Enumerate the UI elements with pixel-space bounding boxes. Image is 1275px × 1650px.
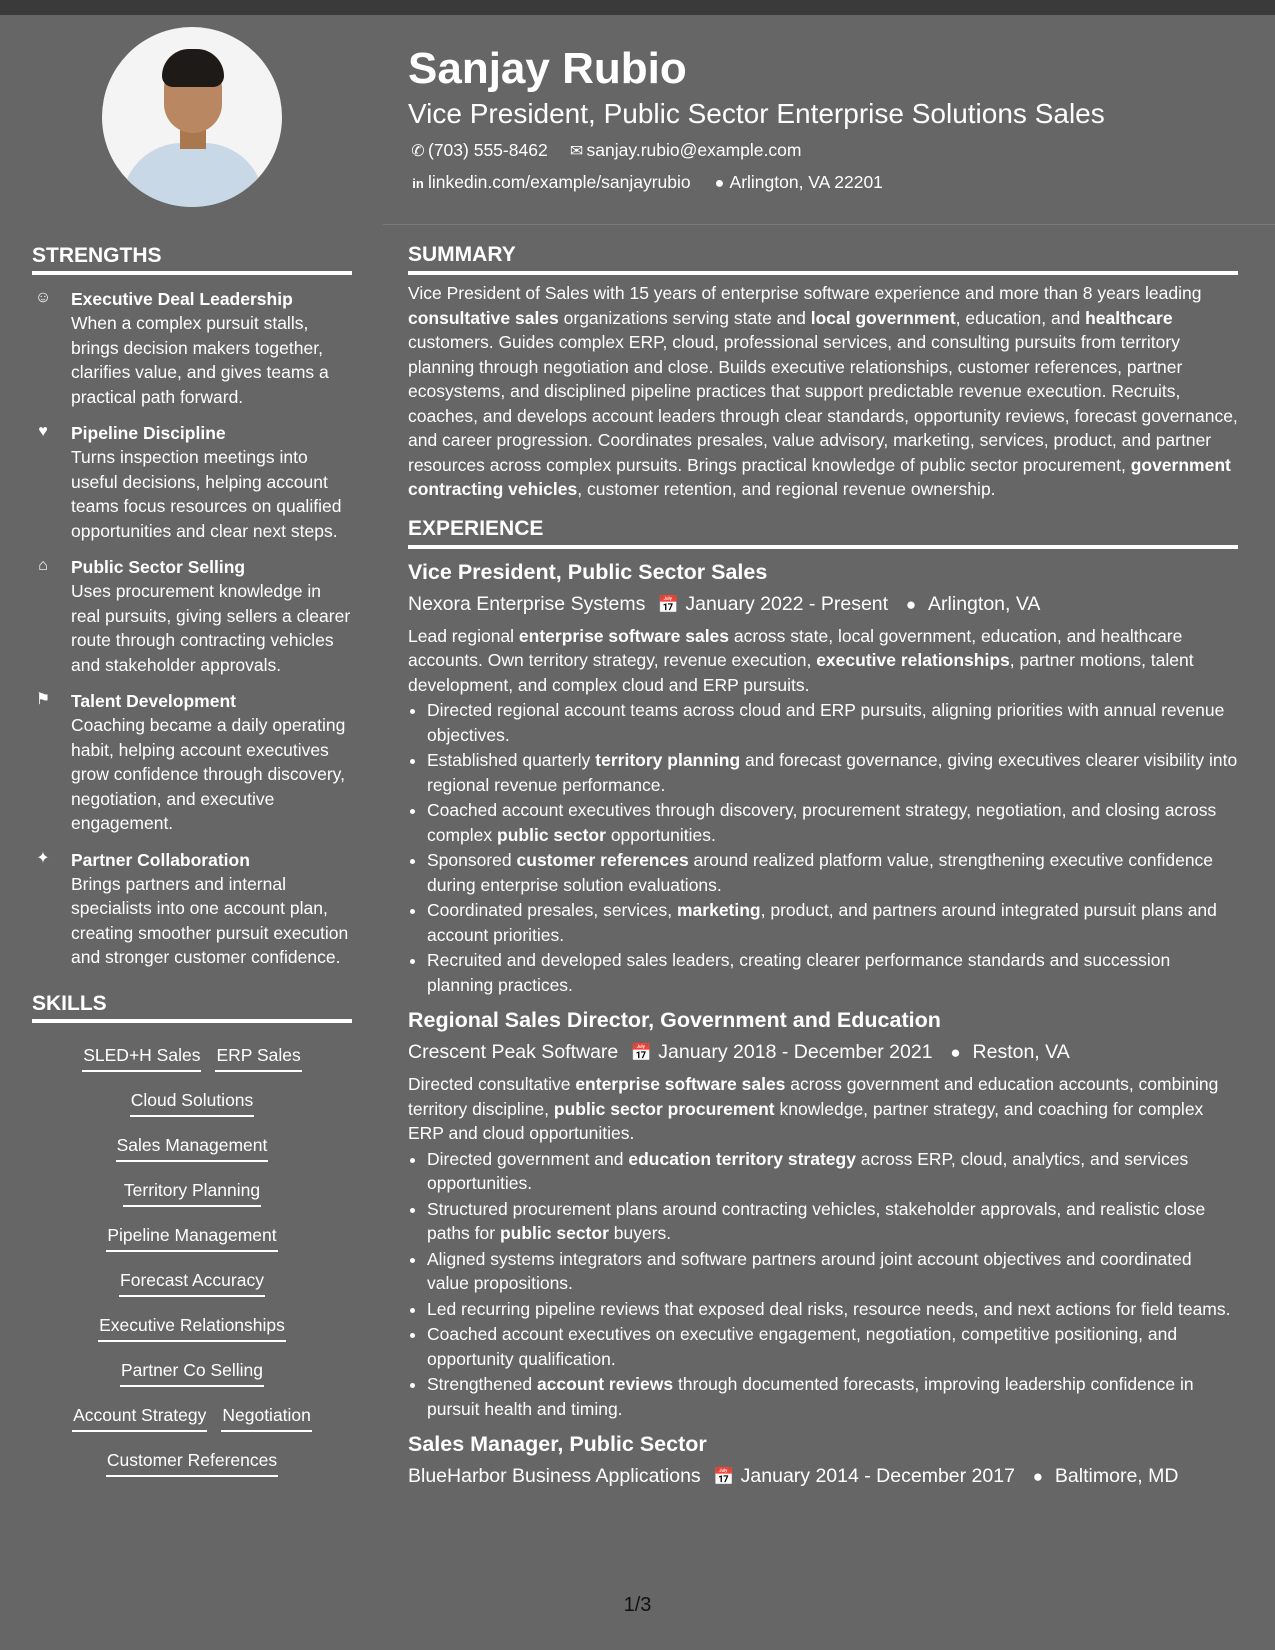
bold-phrase: public sector procurement [553, 1098, 775, 1119]
contact-info [408, 138, 1238, 202]
text-run: Established quarterly [427, 750, 596, 770]
bold-phrase: account reviews [536, 1374, 674, 1394]
bold-phrase: marketing [676, 900, 761, 920]
skill-row [32, 1403, 352, 1448]
text-run: Recruited and developed sales leaders, creating clearer performance standards and succession planning practices. [427, 950, 1171, 995]
job-meta [408, 589, 1238, 620]
strength-item [32, 421, 352, 543]
main-content [408, 242, 1238, 1492]
text-run: across state, local government, education, and healthcare accounts. Own territory strategy, revenue execution, [408, 625, 1183, 670]
email[interactable] [567, 138, 802, 164]
skill-row [32, 1358, 352, 1403]
experience-list [408, 557, 1238, 1493]
job-entry [408, 1429, 1238, 1492]
text-run: organizations serving state and [558, 307, 811, 328]
strength-item [32, 555, 352, 677]
map-pin-icon: ● [950, 1043, 961, 1062]
skill-row [32, 1448, 352, 1493]
skill-tag: Pipeline Management [106, 1223, 277, 1252]
bullet-item [427, 1372, 1238, 1421]
skill-row [32, 1223, 352, 1268]
calendar-icon: 📅 [713, 1467, 735, 1486]
map-pin-icon: ● [1032, 1467, 1044, 1486]
skill-row [32, 1043, 352, 1088]
strength-item [32, 848, 352, 970]
bold-phrase: healthcare [1085, 307, 1173, 328]
text-run: across ERP, cloud, analytics, and services opportunities. [427, 1148, 1189, 1193]
company-name: Nexora Enterprise Systems [408, 592, 646, 615]
bullet-item [427, 1322, 1238, 1371]
text-run: Lead regional [408, 625, 519, 646]
text-run: around realized platform value, strengthening executive confidence during enterprise solution evaluations. [427, 850, 1214, 895]
text-run: Coached account executives through discovery, procurement strategy, negotiation, and closing across complex [427, 800, 1217, 845]
bullet-item [427, 898, 1238, 947]
linkedin[interactable] [408, 170, 691, 196]
text-run: opportunities. [605, 824, 716, 845]
bullet-item [427, 948, 1238, 997]
bold-phrase: education territory strategy [628, 1148, 856, 1169]
strength-desc: Coaching became a daily operating habit, helping account executives grow confidence through discovery, negotiation, and executive engagement. [71, 715, 346, 833]
job-location: Baltimore, MD [1054, 1465, 1179, 1487]
bold-phrase: public sector [497, 824, 606, 845]
bullet-item [427, 748, 1238, 797]
company-name: BlueHarbor Business Applications [408, 1465, 701, 1487]
strengths-list [32, 287, 352, 970]
job-dates: January 2014 - December 2017 [740, 1465, 1015, 1487]
calendar-icon: 📅 [657, 594, 679, 614]
text-run: customers. Guides complex ERP, cloud, professional services, and consulting pursuits from territory planning through negotiation and close. Builds executive relationships, customer references, partner ecosystems, and disciplined pipeline practices that support predictable revenue execution. Recruits, coaches, and develops account leaders through clear standards, opportunity reviews, forecast governance, and career progression. Coordinates presales, value advisory, marketing, services, product, and partner resources across complex pursuits. Brings practical knowledge of public sector procurement, [408, 332, 1238, 475]
graduation-cap-icon: ⚑ [35, 691, 51, 708]
text-run: Directed government and [427, 1148, 629, 1169]
text-run: across government and education accounts, combining territory discipline, [408, 1074, 1219, 1119]
strength-title: Pipeline Discipline [71, 423, 226, 443]
skill-tag: Sales Management [116, 1133, 269, 1162]
skill-tag: SLED+H Sales [82, 1043, 201, 1072]
skill-tag: ERP Sales [215, 1043, 301, 1072]
heart-icon: ♥ [38, 423, 48, 440]
calendar-icon: 📅 [630, 1043, 652, 1062]
strength-item [32, 287, 352, 409]
bullet-item [427, 1297, 1238, 1322]
job-meta [408, 1037, 1238, 1068]
handshake-icon: ✦ [36, 849, 50, 867]
skills-list [32, 1043, 352, 1493]
job-location: Arlington, VA [928, 592, 1041, 615]
experience-heading: EXPERIENCE [408, 516, 1238, 549]
header-divider [383, 224, 1275, 225]
text-run: Strengthened [427, 1374, 537, 1394]
bold-phrase: local government [810, 307, 956, 328]
sidebar [32, 27, 352, 1493]
strengths-heading: STRENGTHS [32, 244, 352, 275]
text-run: Directed regional account teams across cloud and ERP pursuits, aligning priorities with annual revenue objectives. [427, 700, 1225, 745]
text-run: , customer retention, and regional revenue ownership. [577, 479, 996, 499]
top-bar [0, 0, 1275, 15]
text-run: knowledge, partner strategy, and coaching for complex ERP and cloud opportunities. [408, 1098, 1204, 1143]
bold-phrase: enterprise software sales [575, 1074, 786, 1094]
skill-row [32, 1268, 352, 1313]
resume-header [408, 42, 1238, 202]
job-dates: January 2022 - Present [685, 592, 889, 615]
email-text[interactable]: sanjay.rubio@example.com [586, 140, 802, 160]
text-run: buyers. [608, 1223, 672, 1243]
location-text: Arlington, VA 22201 [729, 172, 883, 192]
strength-item [32, 689, 352, 836]
job-entry [408, 557, 1238, 998]
summary-heading: SUMMARY [408, 242, 1238, 275]
skill-row [32, 1178, 352, 1223]
text-run: and forecast governance, giving executives clearer visibility into regional revenue performance. [427, 750, 1238, 795]
phone-text: (703) 555-8462 [428, 140, 548, 160]
skill-row [32, 1088, 352, 1133]
bullet-item [427, 1197, 1238, 1246]
text-run: Structured procurement plans around contracting vehicles, stakeholder approvals, and realistic close paths for [427, 1198, 1206, 1243]
skill-row [32, 1133, 352, 1178]
linkedin-text[interactable]: linkedin.com/example/sanjayrubio [428, 172, 691, 192]
phone-icon: ✆ [411, 143, 425, 160]
strength-desc: Brings partners and internal specialists into one account plan, creating smoother pursuit execution and stronger customer confidence. [71, 873, 349, 967]
bullet-item [427, 798, 1238, 847]
landmark-icon: ⌂ [38, 557, 48, 574]
bullet-item [427, 1147, 1238, 1196]
text-run: , product, and partners around integrated pursuit plans and account priorities. [427, 900, 1217, 945]
job-dates: January 2018 - December 2021 [658, 1041, 933, 1063]
summary-text [408, 281, 1238, 502]
map-pin-icon: ● [714, 175, 725, 192]
text-run: , partner motions, talent development, and complex cloud and ERP pursuits. [408, 650, 1194, 695]
person-name: Sanjay Rubio [408, 44, 687, 93]
skill-tag: Customer References [106, 1448, 278, 1477]
text-run: , education, and [955, 307, 1086, 328]
skill-tag: Negotiation [221, 1403, 312, 1432]
bold-phrase: public sector [499, 1223, 609, 1243]
text-run: through documented forecasts, improving leadership confidence in pursuit health and timing. [427, 1374, 1194, 1419]
skill-row [32, 1313, 352, 1358]
job-title: Vice President, Public Sector Sales [408, 559, 768, 584]
text-run: Directed consultative [408, 1074, 576, 1094]
job-bullets [408, 1147, 1238, 1422]
job-location: Reston, VA [972, 1041, 1070, 1063]
bold-phrase: enterprise software sales [518, 625, 730, 646]
map-pin-icon: ● [905, 594, 917, 614]
bold-phrase: government contracting vehicles [408, 454, 1231, 499]
text-run: Vice President of Sales with 15 years of enterprise software experience and more than 8 years leading [408, 283, 1202, 303]
text-run: Aligned systems integrators and software partners around joint account objectives and coordinated value propositions. [427, 1248, 1192, 1293]
location [710, 170, 883, 196]
job-description [408, 624, 1238, 698]
text-run: Sponsored [427, 850, 517, 870]
bold-phrase: executive relationships [816, 650, 1010, 670]
bold-phrase: territory planning [595, 750, 741, 770]
company-name: Crescent Peak Software [408, 1041, 619, 1063]
bold-phrase: consultative sales [408, 307, 559, 328]
text-run: Coordinated presales, services, [427, 900, 677, 920]
job-title: Regional Sales Director, Government and Education [408, 1008, 941, 1032]
person-title: Vice President, Public Sector Enterprise Solutions Sales [408, 98, 1105, 129]
skills-heading: SKILLS [32, 992, 352, 1023]
page-number: 1/3 [623, 1594, 652, 1616]
job-bullets [408, 698, 1238, 997]
skill-tag: Cloud Solutions [130, 1088, 255, 1117]
skill-tag: Territory Planning [123, 1178, 261, 1207]
skill-tag: Partner Co Selling [120, 1358, 264, 1387]
job-meta [408, 1461, 1238, 1492]
strength-title: Talent Development [71, 691, 236, 711]
bullet-item [427, 848, 1238, 897]
job-title: Sales Manager, Public Sector [408, 1432, 707, 1456]
users-icon: ☺ [34, 289, 52, 306]
profile-photo [102, 27, 282, 207]
bullet-item [427, 698, 1238, 747]
text-run: Coached account executives on executive engagement, negotiation, competitive positioning, and opportunity qualification. [427, 1324, 1178, 1369]
strength-desc: Turns inspection meetings into useful decisions, helping account teams focus resources on qualified opportunities and clear next steps. [71, 447, 342, 541]
envelope-icon: ✉ [569, 143, 584, 160]
skill-tag: Forecast Accuracy [119, 1268, 265, 1297]
linkedin-icon: in [412, 176, 424, 191]
skill-tag: Account Strategy [72, 1403, 207, 1432]
bullet-item [427, 1247, 1238, 1296]
phone [408, 138, 548, 164]
bold-phrase: customer references [516, 850, 689, 870]
strength-title: Partner Collaboration [71, 849, 250, 870]
strength-title: Public Sector Selling [71, 557, 246, 577]
job-description [408, 1072, 1238, 1146]
skill-tag: Executive Relationships [98, 1313, 286, 1342]
strength-desc: Uses procurement knowledge in real pursuits, giving sellers a clearer route through contracting vehicles and stakeholder approvals. [71, 581, 351, 675]
strength-title: Executive Deal Leadership [71, 289, 293, 309]
job-entry [408, 1005, 1238, 1421]
text-run: Led recurring pipeline reviews that exposed deal risks, resource needs, and next actions for field teams. [427, 1298, 1231, 1319]
strength-desc: When a complex pursuit stalls, brings decision makers together, clarifies value, and gives teams a practical path forward. [71, 313, 329, 407]
